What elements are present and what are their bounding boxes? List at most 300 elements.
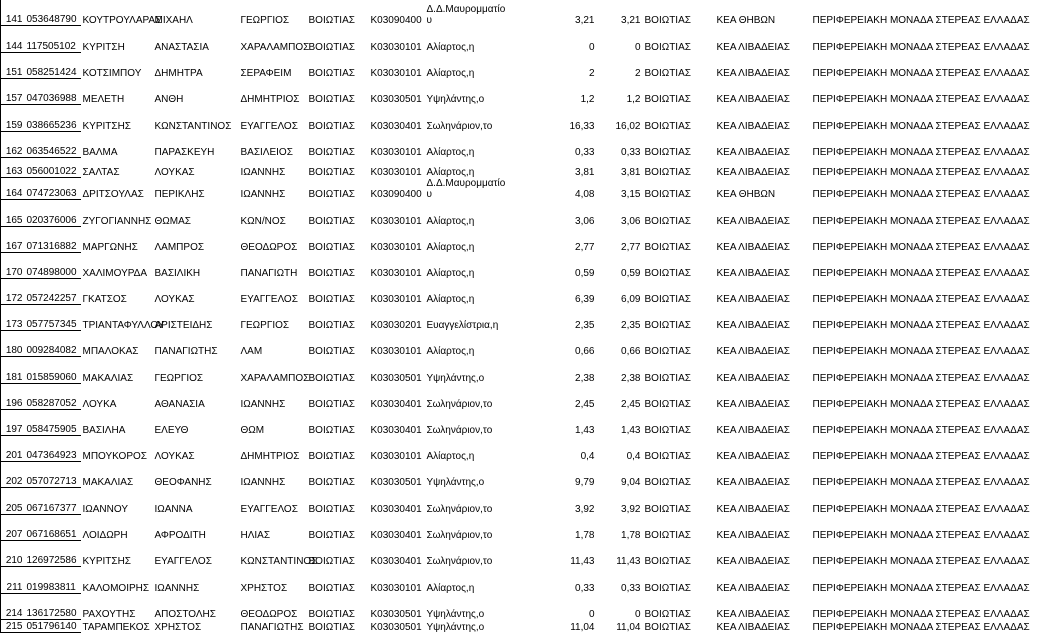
cell-value-2: 2,45 <box>621 398 641 410</box>
cell-value-2: 0 <box>634 608 641 620</box>
cell-value-2: 2,35 <box>621 319 641 331</box>
cell-unit: ΠΕΡΙΦΕΡΕΙΑΚΗ ΜΟΝΑΔΑ ΣΤΕΡΕΑΣ ΕΛΛΑΔΑΣ <box>812 67 1030 79</box>
cell-value-1: 0,66 <box>575 345 595 357</box>
cell-last-name: ΜΑΚΑΛΙΑΣ <box>82 372 134 384</box>
cell-father-name: ΙΩΑΝΝΗΣ <box>240 188 286 200</box>
table-row <box>1 178 1061 200</box>
cell-kea: ΚΕΑ ΛΙΒΑΔΕΙΑΣ <box>716 398 790 410</box>
cell-region: ΒΟΙΩΤΙΑΣ <box>308 476 355 488</box>
cell-region-2: ΒΟΙΩΤΙΑΣ <box>644 267 691 279</box>
cell-code: K03030101 <box>370 582 422 594</box>
cell-value-1: 0 <box>588 608 595 620</box>
cell-unit: ΠΕΡΙΦΕΡΕΙΑΚΗ ΜΟΝΑΔΑ ΣΤΕΡΕΑΣ ΕΛΛΑΔΑΣ <box>812 319 1030 331</box>
cell-first-name: ΑΦΡΟΔΙΤΗ <box>154 529 206 541</box>
cell-value-1: 1,78 <box>575 529 595 541</box>
cell-value-1: 9,79 <box>575 476 595 488</box>
cell-value-1: 2,38 <box>575 372 595 384</box>
cell-locality: Αλίαρτος,η <box>426 146 475 158</box>
cell-code: K03030101 <box>370 241 422 253</box>
cell-last-name: ΚΥΡΙΤΣΗΣ <box>82 120 131 132</box>
cell-first-name: ΚΩΝΣΤΑΝΤΙΝΟΣ <box>154 120 232 132</box>
cell-unit: ΠΕΡΙΦΕΡΕΙΑΚΗ ΜΟΝΑΔΑ ΣΤΕΡΕΑΣ ΕΛΛΑΔΑΣ <box>812 93 1030 105</box>
cell-region-2: ΒΟΙΩΤΙΑΣ <box>644 67 691 79</box>
cell-code: K03030501 <box>370 93 422 105</box>
table-row <box>1 436 1061 462</box>
cell-kea: ΚΕΑ ΛΙΒΑΔΕΙΑΣ <box>716 146 790 158</box>
cell-afm: 058287052 <box>25 384 81 410</box>
cell-unit: ΠΕΡΙΦΕΡΕΙΑΚΗ ΜΟΝΑΔΑ ΣΤΕΡΕΑΣ ΕΛΛΑΔΑΣ <box>812 621 1030 633</box>
cell-id: 207 <box>1 515 25 541</box>
cell-id: 205 <box>1 488 25 515</box>
cell-id: 164 <box>1 178 25 200</box>
table-row <box>1 620 1061 633</box>
cell-code: K03030101 <box>370 67 422 79</box>
cell-kea: ΚΕΑ ΛΙΒΑΔΕΙΑΣ <box>716 93 790 105</box>
cell-locality: Υψηλάντης,ο <box>426 93 485 105</box>
cell-afm: 067167377 <box>25 488 81 515</box>
cell-value-2: 3,06 <box>621 215 641 227</box>
table-row <box>1 200 1061 227</box>
cell-id: 163 <box>1 158 25 178</box>
cell-locality: Υψηλάντης,ο <box>426 372 485 384</box>
cell-value-1: 11,04 <box>570 621 595 633</box>
cell-last-name: ΒΑΛΜΑ <box>82 146 118 158</box>
cell-value-1: 2,77 <box>575 241 595 253</box>
cell-id: 167 <box>1 227 25 253</box>
records-table-body <box>1 0 1061 633</box>
cell-id: 172 <box>1 279 25 305</box>
cell-afm: 038665236 <box>25 105 81 132</box>
cell-afm: 063546522 <box>25 132 81 158</box>
cell-value-2: 0,33 <box>621 146 641 158</box>
cell-locality-line-2: υ <box>426 188 432 200</box>
cell-afm: 067168651 <box>25 515 81 541</box>
cell-region: ΒΟΙΩΤΙΑΣ <box>308 319 355 331</box>
cell-father-name: ΠΑΝΑΓΙΩΤΗΣ <box>240 621 304 633</box>
table-row <box>1 227 1061 253</box>
cell-father-name: ΒΑΣΙΛΕΙΟΣ <box>240 146 293 158</box>
cell-last-name: ΡΑΧΟΥΤΗΣ <box>82 608 136 620</box>
cell-code: K03030401 <box>370 555 422 567</box>
cell-value-2: 3,21 <box>621 14 641 26</box>
table-row <box>1 541 1061 567</box>
cell-value-1: 1,43 <box>575 424 595 436</box>
cell-region-2: ΒΟΙΩΤΙΑΣ <box>644 345 691 357</box>
cell-last-name: ΚΑΛΟΜΟΙΡΗΣ <box>82 582 150 594</box>
cell-locality: Αλίαρτος,η <box>426 241 475 253</box>
cell-afm: 056001022 <box>25 158 81 178</box>
cell-kea: ΚΕΑ ΛΙΒΑΔΕΙΑΣ <box>716 529 790 541</box>
cell-father-name: ΙΩΑΝΝΗΣ <box>240 398 286 410</box>
cell-father-name: ΧΡΗΣΤΟΣ <box>240 582 288 594</box>
cell-code: K03030101 <box>370 215 422 227</box>
table-row <box>1 462 1061 488</box>
cell-id: 210 <box>1 541 25 567</box>
cell-first-name: ΙΩΑΝΝΑ <box>154 503 193 515</box>
cell-id: 214 <box>1 594 25 620</box>
cell-first-name: ΘΩΜΑΣ <box>154 215 191 227</box>
table-row <box>1 357 1061 384</box>
cell-unit: ΠΕΡΙΦΕΡΕΙΑΚΗ ΜΟΝΑΔΑ ΣΤΕΡΕΑΣ ΕΛΛΑΔΑΣ <box>812 372 1030 384</box>
cell-afm: 074723063 <box>25 178 81 200</box>
table-row <box>1 488 1061 515</box>
cell-locality-line-1: Δ.Δ.Μαυρομματίο <box>426 3 506 15</box>
cell-value-2: 11,04 <box>616 621 641 633</box>
cell-locality <box>425 178 523 200</box>
cell-region-2: ΒΟΙΩΤΙΑΣ <box>644 372 691 384</box>
cell-value-2: 3,81 <box>621 166 641 178</box>
cell-locality: Αλίαρτος,η <box>426 267 475 279</box>
cell-value-2: 6,09 <box>621 293 641 305</box>
cell-value-2: 0 <box>634 41 641 53</box>
cell-locality: Σωληνάριον,το <box>426 555 493 567</box>
cell-value-2: 3,15 <box>621 188 641 200</box>
cell-region-2: ΒΟΙΩΤΙΑΣ <box>644 621 691 633</box>
cell-region: ΒΟΙΩΤΙΑΣ <box>308 555 355 567</box>
cell-code: K03030401 <box>370 398 422 410</box>
cell-unit: ΠΕΡΙΦΕΡΕΙΑΚΗ ΜΟΝΑΔΑ ΣΤΕΡΕΑΣ ΕΛΛΑΔΑΣ <box>812 450 1030 462</box>
cell-afm: 058475905 <box>25 410 81 436</box>
cell-region: ΒΟΙΩΤΙΑΣ <box>308 146 355 158</box>
cell-region: ΒΟΙΩΤΙΑΣ <box>308 67 355 79</box>
cell-value-1: 0,33 <box>575 146 595 158</box>
cell-id: 202 <box>1 462 25 488</box>
cell-region: ΒΟΙΩΤΙΑΣ <box>308 450 355 462</box>
table-row <box>1 279 1061 305</box>
cell-region: ΒΟΙΩΤΙΑΣ <box>308 267 355 279</box>
cell-value-2: 1,2 <box>626 93 641 105</box>
cell-locality-line-2: υ <box>426 14 432 26</box>
cell-region: ΒΟΙΩΤΙΑΣ <box>308 345 355 357</box>
cell-id: 211 <box>1 567 25 594</box>
cell-region-2: ΒΟΙΩΤΙΑΣ <box>644 241 691 253</box>
cell-unit: ΠΕΡΙΦΕΡΕΙΑΚΗ ΜΟΝΑΔΑ ΣΤΕΡΕΑΣ ΕΛΛΑΔΑΣ <box>812 608 1030 620</box>
table-row <box>1 0 1061 26</box>
cell-unit: ΠΕΡΙΦΕΡΕΙΑΚΗ ΜΟΝΑΔΑ ΣΤΕΡΕΑΣ ΕΛΛΑΔΑΣ <box>812 476 1030 488</box>
cell-last-name: ΣΑΛΤΑΣ <box>82 166 120 178</box>
cell-kea: ΚΕΑ ΛΙΒΑΔΕΙΑΣ <box>716 215 790 227</box>
cell-value-2: 9,04 <box>621 476 641 488</box>
cell-unit: ΠΕΡΙΦΕΡΕΙΑΚΗ ΜΟΝΑΔΑ ΣΤΕΡΕΑΣ ΕΛΛΑΔΑΣ <box>812 267 1030 279</box>
cell-region-2: ΒΟΙΩΤΙΑΣ <box>644 582 691 594</box>
cell-locality: Αλίαρτος,η <box>426 41 475 53</box>
cell-unit: ΠΕΡΙΦΕΡΕΙΑΚΗ ΜΟΝΑΔΑ ΣΤΕΡΕΑΣ ΕΛΛΑΔΑΣ <box>812 14 1030 26</box>
cell-afm: 058251424 <box>25 53 81 79</box>
cell-region: ΒΟΙΩΤΙΑΣ <box>308 120 355 132</box>
cell-value-1: 3,92 <box>575 503 595 515</box>
cell-code: K03030501 <box>370 476 422 488</box>
cell-unit: ΠΕΡΙΦΕΡΕΙΑΚΗ ΜΟΝΑΔΑ ΣΤΕΡΕΑΣ ΕΛΛΑΔΑΣ <box>812 215 1030 227</box>
cell-father-name: ΕΥΑΓΓΕΛΟΣ <box>240 503 298 515</box>
cell-region: ΒΟΙΩΤΙΑΣ <box>308 582 355 594</box>
cell-region-2: ΒΟΙΩΤΙΑΣ <box>644 608 691 620</box>
cell-code: K03030101 <box>370 146 422 158</box>
cell-father-name: ΘΕΟΔΩΡΟΣ <box>240 608 298 620</box>
cell-father-name: ΧΑΡΑΛΑΜΠΟΣ <box>240 41 310 53</box>
cell-region-2: ΒΟΙΩΤΙΑΣ <box>644 215 691 227</box>
cell-first-name: ΑΠΟΣΤΟΛΗΣ <box>154 608 216 620</box>
cell-unit: ΠΕΡΙΦΕΡΕΙΑΚΗ ΜΟΝΑΔΑ ΣΤΕΡΕΑΣ ΕΛΛΑΔΑΣ <box>812 166 1030 178</box>
cell-last-name: ΛΟΥΚΑ <box>82 398 117 410</box>
cell-last-name: ΔΡΙΤΣΟΥΛΑΣ <box>82 188 144 200</box>
cell-code: K03090400 <box>370 188 422 200</box>
cell-kea: ΚΕΑ ΘΗΒΩΝ <box>716 188 776 200</box>
cell-first-name: ΕΛΕΥΘ <box>154 424 189 436</box>
cell-value-2: 0,59 <box>621 267 641 279</box>
cell-kea: ΚΕΑ ΛΙΒΑΔΕΙΑΣ <box>716 608 790 620</box>
cell-kea: ΚΕΑ ΛΙΒΑΔΕΙΑΣ <box>716 293 790 305</box>
cell-father-name: ΘΕΟΔΩΡΟΣ <box>240 241 298 253</box>
cell-afm: 019983811 <box>25 567 81 594</box>
cell-code: K03030501 <box>370 372 422 384</box>
cell-afm: 126972586 <box>25 541 81 567</box>
cell-first-name: ΙΩΑΝΝΗΣ <box>154 582 200 594</box>
cell-value-1: 11,43 <box>570 555 595 567</box>
cell-kea: ΚΕΑ ΛΙΒΑΔΕΙΑΣ <box>716 319 790 331</box>
table-row <box>1 53 1061 79</box>
cell-region: ΒΟΙΩΤΙΑΣ <box>308 215 355 227</box>
cell-value-1: 2 <box>588 67 595 79</box>
cell-locality: Αλίαρτος,η <box>426 67 475 79</box>
cell-value-2: 2,77 <box>621 241 641 253</box>
cell-father-name: ΣΕΡΑΦΕΙΜ <box>240 67 292 79</box>
cell-region: ΒΟΙΩΤΙΑΣ <box>308 608 355 620</box>
cell-last-name: ΜΑΡΓΩΝΗΣ <box>82 241 138 253</box>
cell-last-name: ΚΟΤΣΙΜΠΟΥ <box>82 67 142 79</box>
cell-unit: ΠΕΡΙΦΕΡΕΙΑΚΗ ΜΟΝΑΔΑ ΣΤΕΡΕΑΣ ΕΛΛΑΔΑΣ <box>812 555 1030 567</box>
cell-unit: ΠΕΡΙΦΕΡΕΙΑΚΗ ΜΟΝΑΔΑ ΣΤΕΡΕΑΣ ΕΛΛΑΔΑΣ <box>812 41 1030 53</box>
cell-kea: ΚΕΑ ΛΙΒΑΔΕΙΑΣ <box>716 424 790 436</box>
cell-father-name: ΠΑΝΑΓΙΩΤΗ <box>240 267 298 279</box>
cell-unit: ΠΕΡΙΦΕΡΕΙΑΚΗ ΜΟΝΑΔΑ ΣΤΕΡΕΑΣ ΕΛΛΑΔΑΣ <box>812 582 1030 594</box>
cell-afm: 057757345 <box>25 305 81 331</box>
cell-id: 215 <box>1 620 25 633</box>
cell-afm: 015859060 <box>25 357 81 384</box>
cell-unit: ΠΕΡΙΦΕΡΕΙΑΚΗ ΜΟΝΑΔΑ ΣΤΕΡΕΑΣ ΕΛΛΑΔΑΣ <box>812 146 1030 158</box>
cell-value-2: 16,02 <box>615 120 641 132</box>
cell-locality: Αλίαρτος,η <box>426 166 475 178</box>
cell-father-name: ΗΛΙΑΣ <box>240 529 271 541</box>
cell-last-name: ΚΥΡΙΤΣΗΣ <box>82 555 131 567</box>
cell-region-2: ΒΟΙΩΤΙΑΣ <box>644 41 691 53</box>
cell-first-name: ΠΕΡΙΚΛΗΣ <box>154 188 205 200</box>
cell-locality: Υψηλάντης,ο <box>426 621 485 633</box>
cell-locality: Σωληνάριον,το <box>426 529 493 541</box>
table-row <box>1 331 1061 357</box>
cell-code: K03030101 <box>370 166 422 178</box>
cell-afm: 074898000 <box>25 253 81 279</box>
cell-last-name: ΚΟΥΤΡΟΥΛΑΡΑΣ <box>82 14 162 26</box>
table-row <box>1 410 1061 436</box>
cell-code: K03030201 <box>370 319 422 331</box>
table-row <box>1 158 1061 178</box>
cell-kea: ΚΕΑ ΛΙΒΑΔΕΙΑΣ <box>716 67 790 79</box>
cell-unit: ΠΕΡΙΦΕΡΕΙΑΚΗ ΜΟΝΑΔΑ ΣΤΕΡΕΑΣ ΕΛΛΑΔΑΣ <box>812 503 1030 515</box>
cell-afm: 117505102 <box>25 26 81 53</box>
cell-first-name: ΑΝΑΣΤΑΣΙΑ <box>154 41 209 53</box>
cell-value-1: 0 <box>588 41 595 53</box>
cell-code: K03030101 <box>370 267 422 279</box>
cell-unit: ΠΕΡΙΦΕΡΕΙΑΚΗ ΜΟΝΑΔΑ ΣΤΕΡΕΑΣ ΕΛΛΑΔΑΣ <box>812 241 1030 253</box>
cell-code: K03030401 <box>370 120 422 132</box>
cell-last-name: ΤΡΙΑΝΤΑΦΥΛΛΟΥ <box>82 319 165 331</box>
cell-region-2: ΒΟΙΩΤΙΑΣ <box>644 450 691 462</box>
cell-id: 173 <box>1 305 25 331</box>
cell-afm: 136172580 <box>25 594 81 620</box>
cell-value-1: 1,2 <box>580 93 595 105</box>
cell-value-2: 3,92 <box>621 503 641 515</box>
cell-afm: 009284082 <box>25 331 81 357</box>
cell-first-name: ΘΕΟΦΑΝΗΣ <box>154 476 212 488</box>
cell-id: 180 <box>1 331 25 357</box>
cell-region-2: ΒΟΙΩΤΙΑΣ <box>644 319 691 331</box>
cell-unit: ΠΕΡΙΦΕΡΕΙΑΚΗ ΜΟΝΑΔΑ ΣΤΕΡΕΑΣ ΕΛΛΑΔΑΣ <box>812 188 1030 200</box>
cell-locality: Υψηλάντης,ο <box>426 476 485 488</box>
cell-father-name: ΔΗΜΗΤΡΙΟΣ <box>240 450 300 462</box>
cell-locality: Υψηλάντης,ο <box>426 608 485 620</box>
cell-last-name: ΛΟΙΔΩΡΗ <box>82 529 128 541</box>
cell-first-name: ΕΥΑΓΓΕΛΟΣ <box>154 555 212 567</box>
cell-value-1: 6,39 <box>575 293 595 305</box>
cell-first-name: ΛΟΥΚΑΣ <box>154 450 195 462</box>
cell-id: 141 <box>1 0 25 26</box>
cell-region: ΒΟΙΩΤΙΑΣ <box>308 372 355 384</box>
cell-last-name: ΜΠΟΥΚΟΡΟΣ <box>82 450 147 462</box>
cell-first-name: ΛΟΥΚΑΣ <box>154 166 195 178</box>
cell-father-name: ΕΥΑΓΓΕΛΟΣ <box>240 120 298 132</box>
cell-kea: ΚΕΑ ΛΙΒΑΔΕΙΑΣ <box>716 267 790 279</box>
cell-unit: ΠΕΡΙΦΕΡΕΙΑΚΗ ΜΟΝΑΔΑ ΣΤΕΡΕΑΣ ΕΛΛΑΔΑΣ <box>812 424 1030 436</box>
cell-kea: ΚΕΑ ΛΙΒΑΔΕΙΑΣ <box>716 476 790 488</box>
cell-region-2: ΒΟΙΩΤΙΑΣ <box>644 166 691 178</box>
cell-locality: Σωληνάριον,το <box>426 398 493 410</box>
cell-unit: ΠΕΡΙΦΕΡΕΙΑΚΗ ΜΟΝΑΔΑ ΣΤΕΡΕΑΣ ΕΛΛΑΔΑΣ <box>812 398 1030 410</box>
table-row <box>1 305 1061 331</box>
cell-kea: ΚΕΑ ΛΙΒΑΔΕΙΑΣ <box>716 582 790 594</box>
cell-locality: Αλίαρτος,η <box>426 345 475 357</box>
cell-afm: 071316882 <box>25 227 81 253</box>
cell-value-1: 0,59 <box>575 267 595 279</box>
cell-value-2: 0,33 <box>621 582 641 594</box>
cell-locality-line-1: Δ.Δ.Μαυρομματίο <box>426 177 506 189</box>
cell-first-name: ΑΝΘΗ <box>154 93 184 105</box>
cell-code: K03030101 <box>370 345 422 357</box>
cell-code: K03030101 <box>370 450 422 462</box>
cell-father-name: ΙΩΑΝΝΗΣ <box>240 166 286 178</box>
cell-father-name: ΙΩΑΝΝΗΣ <box>240 476 286 488</box>
cell-region: ΒΟΙΩΤΙΑΣ <box>308 503 355 515</box>
cell-code: K03030401 <box>370 529 422 541</box>
table-row <box>1 79 1061 105</box>
cell-region: ΒΟΙΩΤΙΑΣ <box>308 424 355 436</box>
cell-value-1: 4,08 <box>575 188 595 200</box>
cell-id: 181 <box>1 357 25 384</box>
cell-father-name: ΚΩΝ/ΝΟΣ <box>240 215 286 227</box>
cell-code: K03030101 <box>370 41 422 53</box>
cell-region: ΒΟΙΩΤΙΑΣ <box>308 398 355 410</box>
cell-afm: 053648790 <box>25 0 81 26</box>
cell-region-2: ΒΟΙΩΤΙΑΣ <box>644 476 691 488</box>
table-row <box>1 132 1061 158</box>
cell-father-name: ΛΑΜ <box>240 345 263 357</box>
cell-afm: 020376006 <box>25 200 81 227</box>
cell-value-1: 3,21 <box>575 14 595 26</box>
cell-father-name: ΔΗΜΗΤΡΙΟΣ <box>240 93 300 105</box>
cell-region: ΒΟΙΩΤΙΑΣ <box>308 529 355 541</box>
cell-value-1: 0,33 <box>575 582 595 594</box>
cell-locality: Σωληνάριον,το <box>426 424 493 436</box>
cell-last-name: ΜΕΛΕΤΗ <box>82 93 125 105</box>
cell-locality: Ευαγγελίστρια,η <box>426 319 499 331</box>
table-row <box>1 105 1061 132</box>
cell-value-1: 16,33 <box>569 120 595 132</box>
cell-kea: ΚΕΑ ΛΙΒΑΔΕΙΑΣ <box>716 555 790 567</box>
cell-id: 201 <box>1 436 25 462</box>
cell-locality <box>425 0 523 26</box>
cell-unit: ΠΕΡΙΦΕΡΕΙΑΚΗ ΜΟΝΑΔΑ ΣΤΕΡΕΑΣ ΕΛΛΑΔΑΣ <box>812 345 1030 357</box>
cell-kea: ΚΕΑ ΘΗΒΩΝ <box>716 14 776 26</box>
cell-id: 157 <box>1 79 25 105</box>
cell-id: 170 <box>1 253 25 279</box>
table-row <box>1 515 1061 541</box>
cell-value-2: 1,78 <box>621 529 641 541</box>
cell-last-name: ΜΠΑΛΟΚΑΣ <box>82 345 139 357</box>
cell-first-name: ΑΘΑΝΑΣΙΑ <box>154 398 205 410</box>
cell-unit: ΠΕΡΙΦΕΡΕΙΑΚΗ ΜΟΝΑΔΑ ΣΤΕΡΕΑΣ ΕΛΛΑΔΑΣ <box>812 120 1030 132</box>
cell-first-name: ΔΗΜΗΤΡΑ <box>154 67 203 79</box>
cell-first-name: ΛΑΜΠΡΟΣ <box>154 241 205 253</box>
cell-code: K03090400 <box>370 14 422 26</box>
cell-first-name: ΠΑΡΑΣΚΕΥΗ <box>154 146 215 158</box>
cell-kea: ΚΕΑ ΛΙΒΑΔΕΙΑΣ <box>716 621 790 633</box>
cell-last-name: ΓΚΑΤΣΟΣ <box>82 293 127 305</box>
cell-region: ΒΟΙΩΤΙΑΣ <box>308 14 355 26</box>
cell-unit: ΠΕΡΙΦΕΡΕΙΑΚΗ ΜΟΝΑΔΑ ΣΤΕΡΕΑΣ ΕΛΛΑΔΑΣ <box>812 529 1030 541</box>
cell-id: 151 <box>1 53 25 79</box>
cell-region-2: ΒΟΙΩΤΙΑΣ <box>644 398 691 410</box>
cell-locality: Αλίαρτος,η <box>426 293 475 305</box>
cell-region-2: ΒΟΙΩΤΙΑΣ <box>644 424 691 436</box>
cell-value-2: 0,4 <box>626 450 641 462</box>
cell-code: K03030401 <box>370 503 422 515</box>
cell-value-2: 11,43 <box>616 555 641 567</box>
cell-region-2: ΒΟΙΩΤΙΑΣ <box>644 555 691 567</box>
cell-region: ΒΟΙΩΤΙΑΣ <box>308 93 355 105</box>
cell-kea: ΚΕΑ ΛΙΒΑΔΕΙΑΣ <box>716 345 790 357</box>
cell-region: ΒΟΙΩΤΙΑΣ <box>308 166 355 178</box>
cell-kea: ΚΕΑ ΛΙΒΑΔΕΙΑΣ <box>716 450 790 462</box>
cell-id: 162 <box>1 132 25 158</box>
cell-first-name: ΜΙΧΑΗΛ <box>154 14 193 26</box>
table-row <box>1 26 1061 53</box>
cell-father-name: ΕΥΑΓΓΕΛΟΣ <box>240 293 298 305</box>
cell-father-name: ΧΑΡΑΛΑΜΠΟΣ <box>240 372 310 384</box>
cell-last-name: ΜΑΚΑΛΙΑΣ <box>82 476 134 488</box>
cell-first-name: ΑΡΙΣΤΕΙΔΗΣ <box>154 319 213 331</box>
table-row <box>1 594 1061 620</box>
cell-region: ΒΟΙΩΤΙΑΣ <box>308 241 355 253</box>
cell-kea: ΚΕΑ ΛΙΒΑΔΕΙΑΣ <box>716 166 790 178</box>
cell-last-name: ΙΩΑΝΝΟΥ <box>82 503 128 515</box>
cell-kea: ΚΕΑ ΛΙΒΑΔΕΙΑΣ <box>716 120 790 132</box>
cell-last-name: ΚΥΡΙΤΣΗ <box>82 41 125 53</box>
cell-value-1: 2,35 <box>575 319 595 331</box>
cell-id: 196 <box>1 384 25 410</box>
cell-region-2: ΒΟΙΩΤΙΑΣ <box>644 503 691 515</box>
cell-id: 197 <box>1 410 25 436</box>
cell-first-name: ΠΑΝΑΓΙΩΤΗΣ <box>154 345 218 357</box>
cell-value-2: 2,38 <box>621 372 641 384</box>
